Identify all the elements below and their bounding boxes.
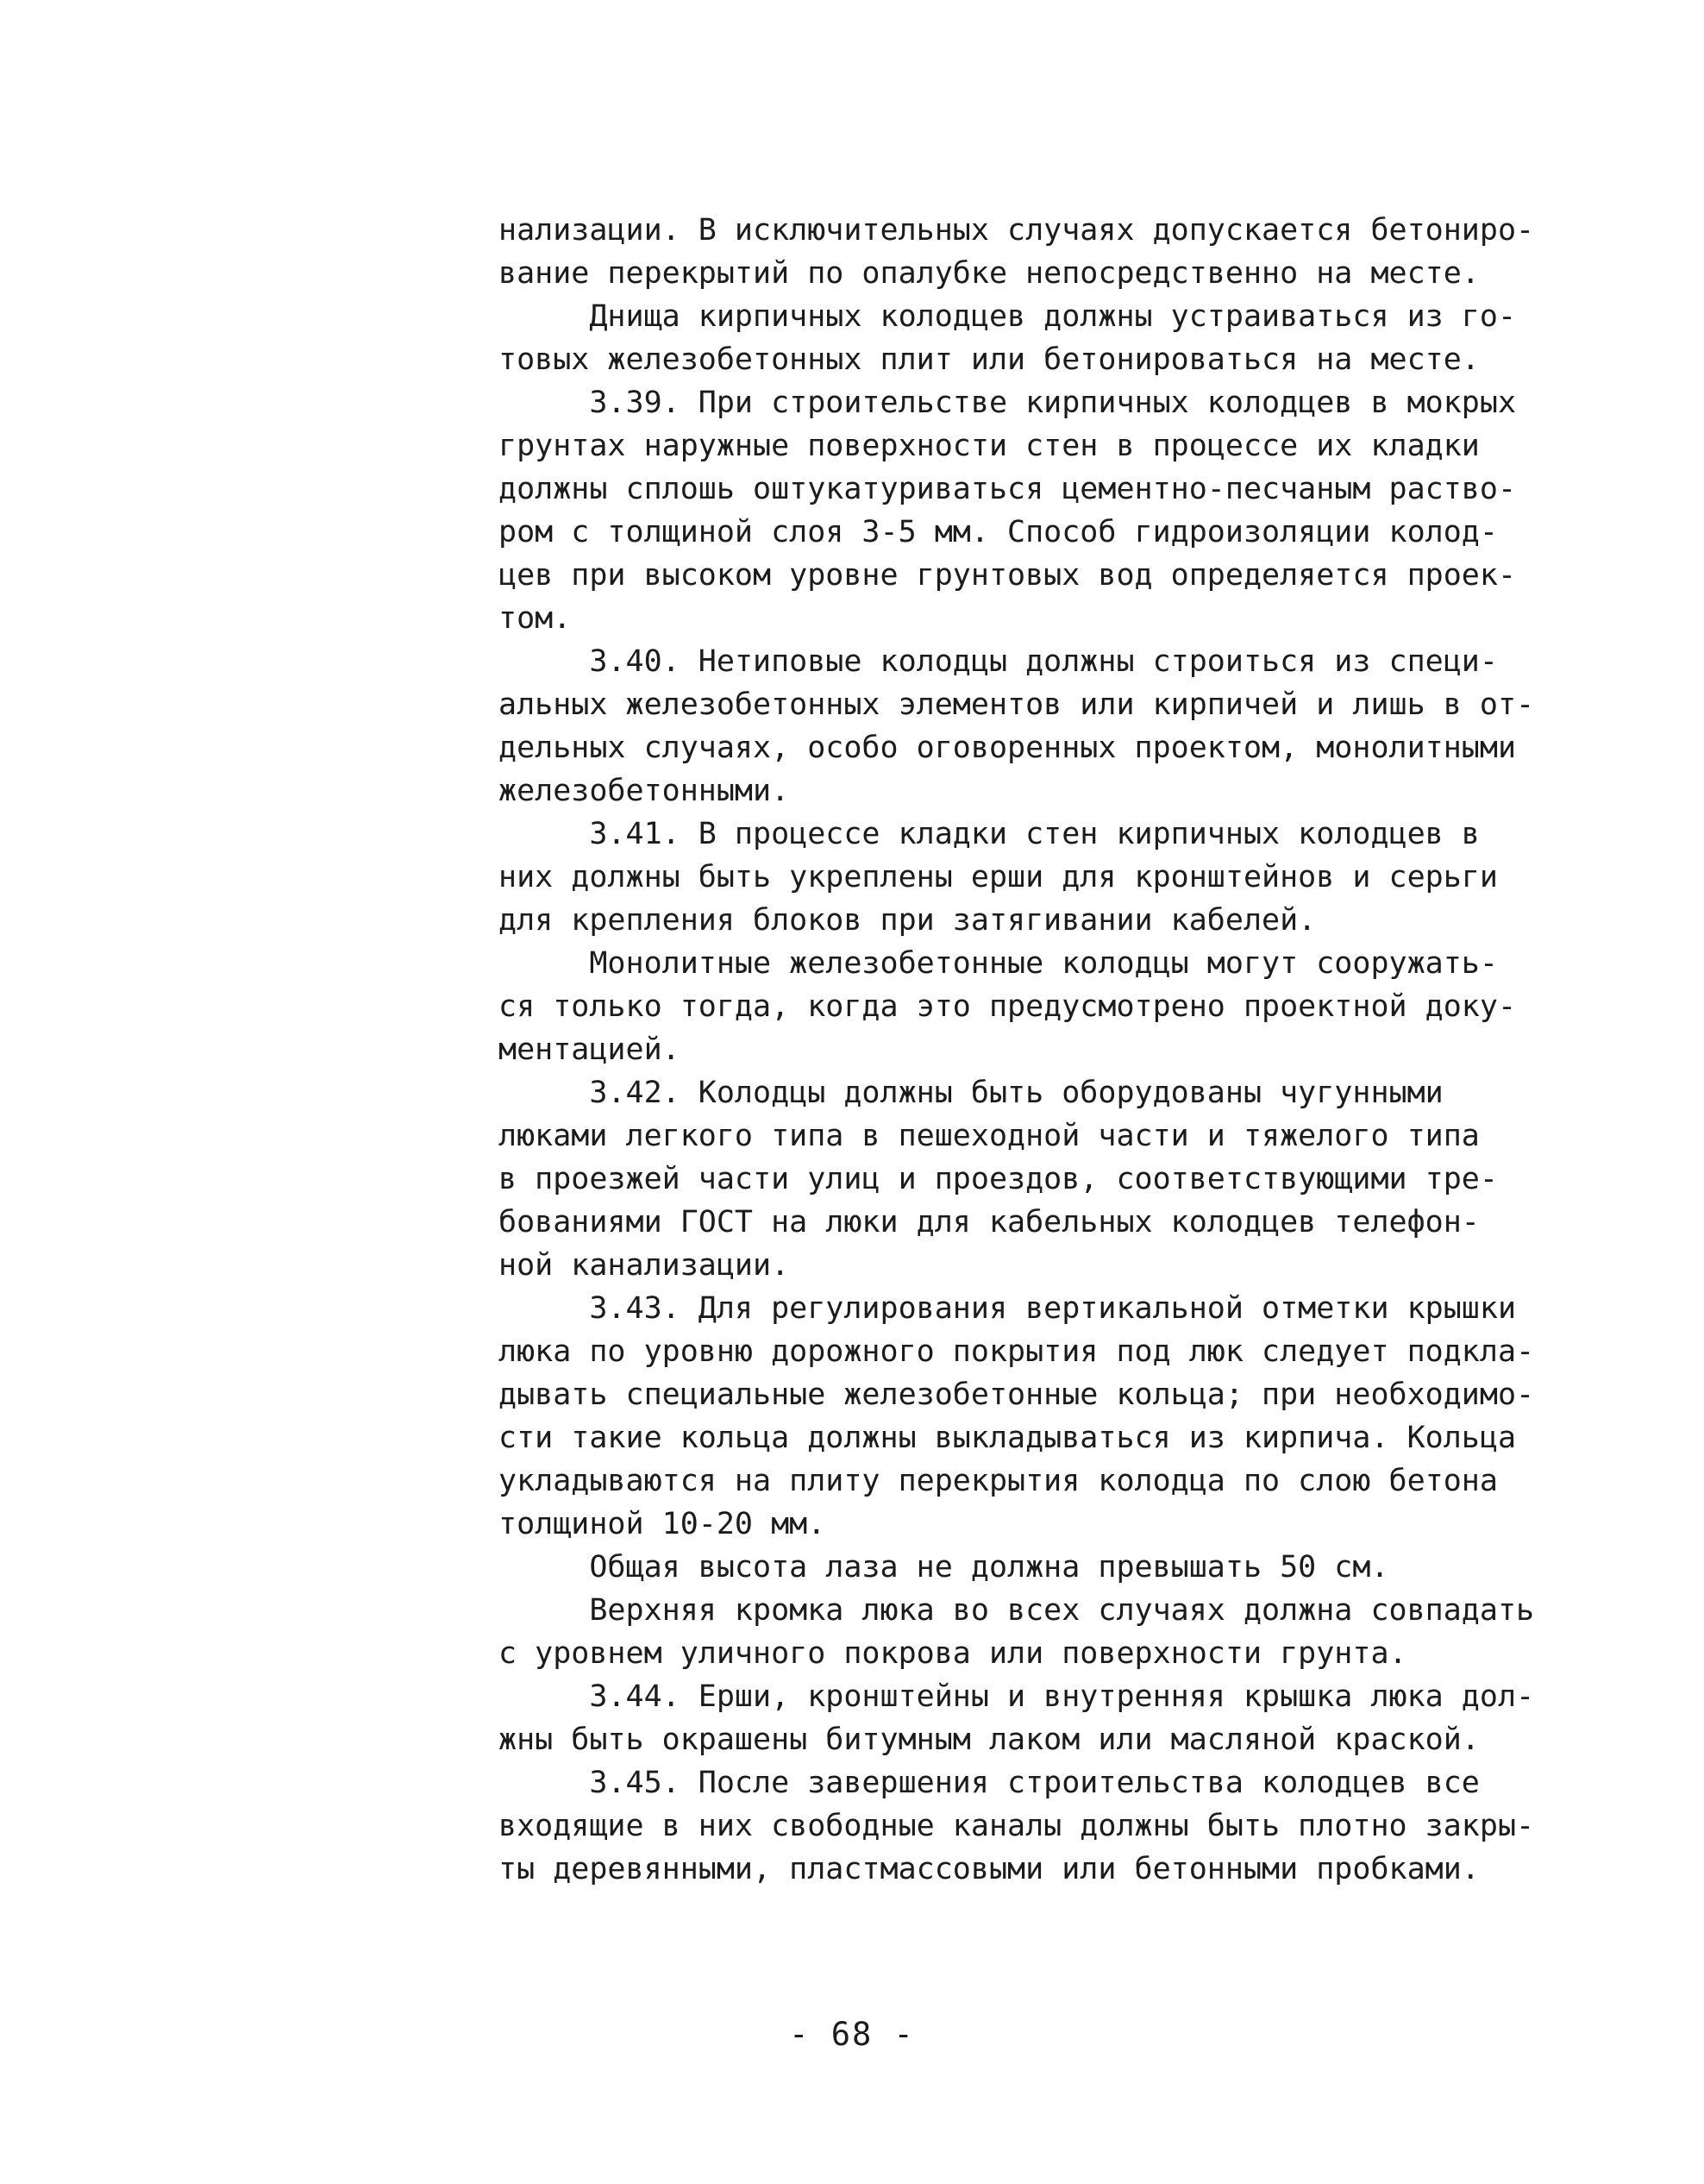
text-line: Верхняя кромка люка во всех случаях должна совпадать	[498, 1593, 1535, 1628]
text-line: ментацией.	[498, 1032, 680, 1067]
text-line: цев при высоком уровне грунтовых вод определяется проек-	[498, 558, 1517, 593]
text-line: 3.40. Нетиповые колодцы должны строиться из специ-	[498, 644, 1498, 679]
text-line: них должны быть укреплены ерши для кронштейнов и серьги	[498, 860, 1498, 894]
text-line: с уровнем уличного покрова или поверхности грунта.	[498, 1636, 1407, 1671]
text-line: том.	[498, 601, 572, 636]
text-line: для крепления блоков при затягивании кабелей.	[498, 903, 1317, 938]
text-line: входящие в них свободные каналы должны быть плотно закры-	[498, 1809, 1535, 1843]
text-line: ты деревянными, пластмассовыми или бетонными пробками.	[498, 1852, 1480, 1886]
text-line: бованиями ГОСТ на люки для кабельных колодцев телефон-	[498, 1205, 1480, 1239]
text-line: грунтах наружные поверхности стен в процессе их кладки	[498, 429, 1480, 463]
text-line: ной канализации.	[498, 1248, 790, 1283]
text-line: толщиной 10-20 мм.	[498, 1507, 826, 1541]
text-line: в проезжей части улиц и проездов, соответствующими тре-	[498, 1162, 1498, 1196]
text-line: 3.39. При строительстве кирпичных колодцев в мокрых	[498, 386, 1517, 420]
text-line: Общая высота лаза не должна превышать 50 см.	[498, 1550, 1389, 1585]
page-number: - 68 -	[789, 2016, 915, 2053]
text-line: должны сплошь оштукатуриваться цементно-песчаным раство-	[498, 472, 1517, 506]
text-line: железобетонными.	[498, 774, 790, 808]
text-line: товых железобетонных плит или бетонироваться на месте.	[498, 342, 1480, 377]
text-line: жны быть окрашены битумным лаком или масляной краской.	[498, 1723, 1480, 1757]
text-line: вание перекрытий по опалубке непосредственно на месте.	[498, 256, 1480, 291]
text-line: сти такие кольца должны выкладываться из кирпича. Кольца	[498, 1421, 1517, 1455]
text-line: 3.45. После завершения строительства колодцев все	[498, 1766, 1480, 1800]
text-line: люками легкого типа в пешеходной части и тяжелого типа	[498, 1119, 1480, 1153]
text-line: ся только тогда, когда это предусмотрено проектной доку-	[498, 989, 1517, 1024]
text-line: укладываются на плиту перекрытия колодца по слою бетона	[498, 1464, 1498, 1498]
text-line: альных железобетонных элементов или кирпичей и лишь в от-	[498, 687, 1535, 722]
text-line: 3.43. Для регулирования вертикальной отметки крышки	[498, 1291, 1517, 1326]
text-line: Монолитные железобетонные колодцы могут сооружать-	[498, 946, 1498, 981]
text-line: 3.41. В процессе кладки стен кирпичных колодцев в	[498, 817, 1480, 851]
text-line: дывать специальные железобетонные кольца; при необходимо-	[498, 1378, 1535, 1412]
text-line: дельных случаях, особо оговоренных проектом, монолитными	[498, 731, 1517, 765]
text-line: 3.44. Ерши, кронштейны и внутренняя крышка люка дол-	[498, 1679, 1535, 1714]
text-line: 3.42. Колодцы должны быть оборудованы чугунными	[498, 1076, 1444, 1110]
text-line: Днища кирпичных колодцев должны устраиваться из го-	[498, 299, 1517, 334]
text-line: люка по уровню дорожного покрытия под люк следует подкла-	[498, 1334, 1535, 1369]
text-line: нализации. В исключительных случаях допускается бетониро-	[498, 213, 1535, 248]
body-text	[498, 209, 1645, 1891]
text-line: ром с толщиной слоя 3-5 мм. Способ гидроизоляции колод-	[498, 515, 1498, 549]
